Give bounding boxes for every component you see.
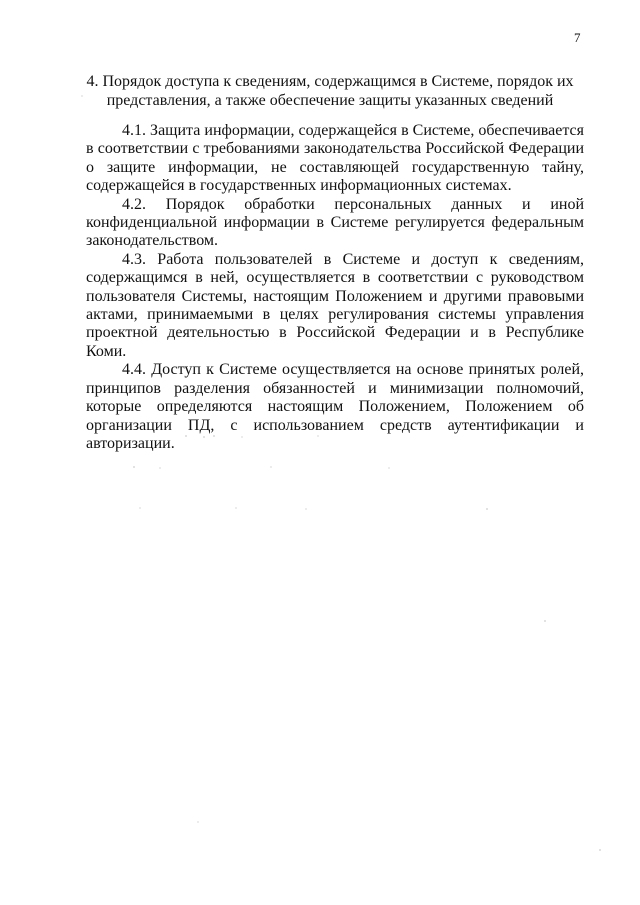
paragraph-4-2: 4.2. Порядок обработки персональных данных и иной конфиденциальной информации в Системе регулируется федеральным законодательством. <box>86 195 584 250</box>
section-title-line-1: 4. Порядок доступа к сведениям, содержащимся в Системе, порядок их <box>86 73 574 90</box>
section-title <box>80 72 580 110</box>
page-number: 7 <box>574 30 581 45</box>
paragraph-4-1: 4.1. Защита информации, содержащейся в Системе, обеспечивается в соответствии с требованиями законодательства Российской Федерации о защите информации, не составляющей государственную тайну, содержащейся в государственных информационных системах. <box>86 122 584 195</box>
body-text <box>86 122 584 453</box>
paragraph-4-3: 4.3. Работа пользователей в Системе и доступ к сведениям, содержащимся в ней, осуществляется в соответствии с руководством пользователя Системы, настоящим Положением и другими правовыми актами, принимаемыми в целях регулирования системы управления проектной деятельностью в Российской Федерации и в Республике Коми. <box>86 250 584 360</box>
paragraph-4-4: 4.4. Доступ к Системе осуществляется на основе принятых ролей, принципов разделения обязанностей и минимизации полномочий, которые определяются настоящим Положением, Положением об организации ПД, с использованием средств аутентификации и авторизации. <box>86 361 584 452</box>
section-title-line-2: представления, а также обеспечение защиты указанных сведений <box>106 92 554 109</box>
